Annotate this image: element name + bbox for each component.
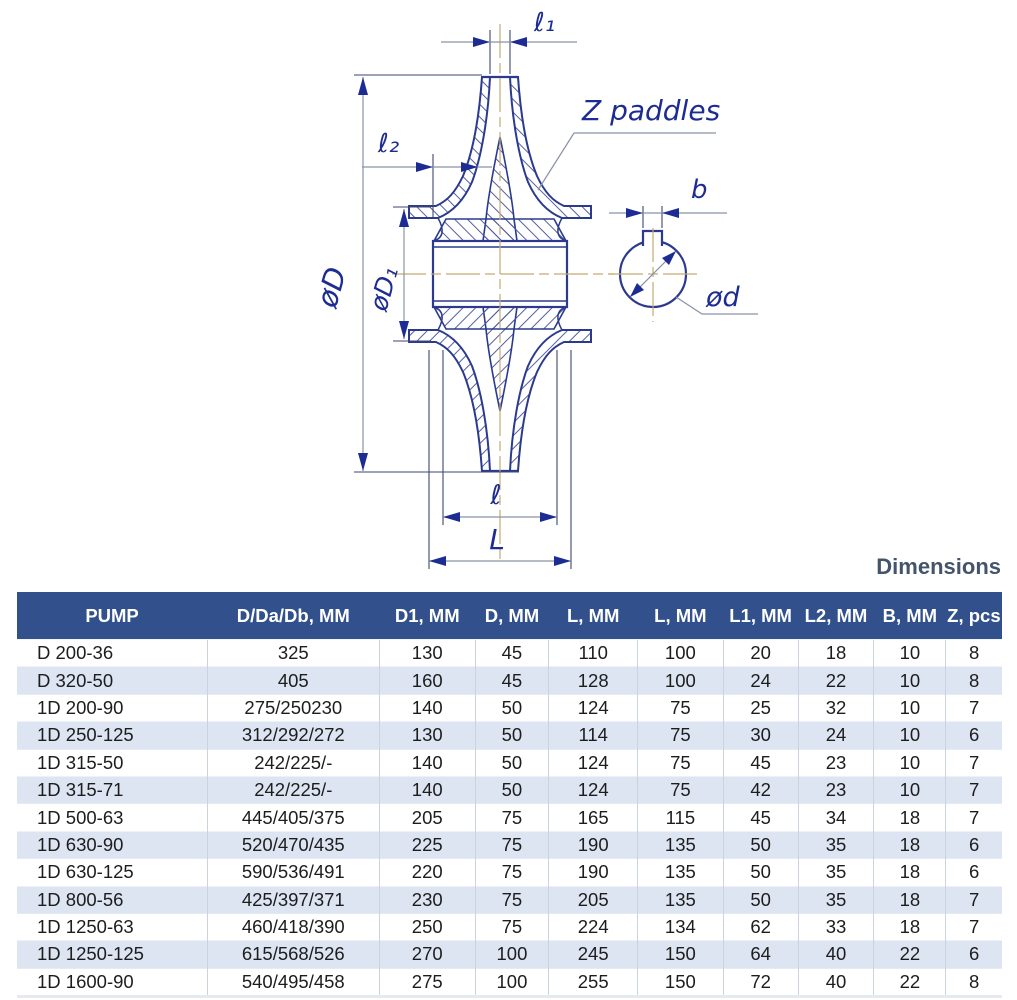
value-cell: 10 <box>874 694 946 721</box>
value-cell: 34 <box>798 804 874 831</box>
value-cell: 6 <box>946 859 1002 886</box>
value-cell: 45 <box>475 667 549 694</box>
value-cell: 35 <box>798 886 874 913</box>
label-phi-d: ød <box>706 282 740 313</box>
value-cell: 35 <box>798 859 874 886</box>
pump-cell: 1D 250-125 <box>17 722 207 749</box>
value-cell: 62 <box>723 913 798 940</box>
dimensions-title: Dimensions <box>876 554 1001 579</box>
label-l1: ℓ₁ <box>534 8 556 38</box>
value-cell: 50 <box>723 886 798 913</box>
value-cell: 50 <box>475 694 549 721</box>
value-cell: 7 <box>946 913 1002 940</box>
value-cell: 18 <box>874 804 946 831</box>
value-cell: 100 <box>475 941 549 968</box>
label-l: ℓ <box>490 480 502 511</box>
value-cell: 100 <box>638 667 724 694</box>
value-cell: 33 <box>798 913 874 940</box>
value-cell: 615/568/526 <box>207 941 379 968</box>
column-header: L, MM <box>549 592 638 640</box>
table-row <box>17 804 1002 831</box>
table-row <box>17 640 1002 667</box>
value-cell: 10 <box>874 749 946 776</box>
value-cell: 10 <box>874 776 946 803</box>
value-cell: 140 <box>379 694 475 721</box>
value-cell: 128 <box>549 667 638 694</box>
dim-l1 <box>441 8 577 74</box>
table-row <box>17 886 1002 913</box>
value-cell: 6 <box>946 722 1002 749</box>
value-cell: 10 <box>874 722 946 749</box>
value-cell: 590/536/491 <box>207 859 379 886</box>
value-cell: 22 <box>874 941 946 968</box>
column-header: D, MM <box>475 592 549 640</box>
value-cell: 50 <box>475 722 549 749</box>
value-cell: 8 <box>946 968 1002 996</box>
label-l2: ℓ₂ <box>378 129 400 159</box>
value-cell: 445/405/375 <box>207 804 379 831</box>
value-cell: 140 <box>379 776 475 803</box>
value-cell: 50 <box>723 831 798 858</box>
value-cell: 10 <box>874 640 946 667</box>
value-cell: 130 <box>379 722 475 749</box>
value-cell: 75 <box>638 776 724 803</box>
label-L: L <box>489 523 505 556</box>
pump-cell: 1D 1600-90 <box>17 968 207 996</box>
value-cell: 135 <box>638 859 724 886</box>
table-row <box>17 913 1002 940</box>
value-cell: 32 <box>798 694 874 721</box>
value-cell: 250 <box>379 913 475 940</box>
table-row <box>17 694 1002 721</box>
value-cell: 22 <box>798 667 874 694</box>
value-cell: 205 <box>379 804 475 831</box>
value-cell: 10 <box>874 667 946 694</box>
value-cell: 40 <box>798 941 874 968</box>
value-cell: 405 <box>207 667 379 694</box>
value-cell: 425/397/371 <box>207 886 379 913</box>
table-row <box>17 667 1002 694</box>
value-cell: 115 <box>638 804 724 831</box>
value-cell: 75 <box>475 831 549 858</box>
value-cell: 40 <box>798 968 874 996</box>
pump-cell: 1D 200-90 <box>17 694 207 721</box>
value-cell: 7 <box>946 694 1002 721</box>
value-cell: 35 <box>798 831 874 858</box>
value-cell: 24 <box>723 667 798 694</box>
table-row <box>17 968 1002 996</box>
value-cell: 165 <box>549 804 638 831</box>
column-header: Z, pcs <box>946 592 1002 640</box>
value-cell: 110 <box>549 640 638 667</box>
column-header: L, MM <box>638 592 724 640</box>
table-row <box>17 776 1002 803</box>
value-cell: 275/250230 <box>207 694 379 721</box>
label-phi-D: øD <box>309 263 354 312</box>
table-body <box>17 640 1002 997</box>
value-cell: 205 <box>549 886 638 913</box>
value-cell: 42 <box>723 776 798 803</box>
value-cell: 45 <box>723 804 798 831</box>
table-row <box>17 859 1002 886</box>
value-cell: 224 <box>549 913 638 940</box>
value-cell: 64 <box>723 941 798 968</box>
pump-cell: 1D 630-125 <box>17 859 207 886</box>
table-header <box>17 592 1002 640</box>
value-cell: 45 <box>475 640 549 667</box>
value-cell: 242/225/- <box>207 776 379 803</box>
pump-cell: 1D 315-50 <box>17 749 207 776</box>
value-cell: 22 <box>874 968 946 996</box>
left-shroud-wall <box>409 77 490 218</box>
value-cell: 245 <box>549 941 638 968</box>
pump-cell: D 200-36 <box>17 640 207 667</box>
value-cell: 255 <box>549 968 638 996</box>
pump-cell: 1D 1250-125 <box>17 941 207 968</box>
value-cell: 230 <box>379 886 475 913</box>
value-cell: 325 <box>207 640 379 667</box>
pump-cell: 1D 315-71 <box>17 776 207 803</box>
column-header: D/Da/Db, MM <box>207 592 379 640</box>
pump-cell: 1D 1250-63 <box>17 913 207 940</box>
pump-cell: 1D 800-56 <box>17 886 207 913</box>
value-cell: 75 <box>475 886 549 913</box>
pump-cell: 1D 500-63 <box>17 804 207 831</box>
value-cell: 30 <box>723 722 798 749</box>
right-shroud-wall <box>510 77 591 218</box>
value-cell: 18 <box>874 913 946 940</box>
value-cell: 25 <box>723 694 798 721</box>
value-cell: 18 <box>874 831 946 858</box>
value-cell: 8 <box>946 667 1002 694</box>
value-cell: 100 <box>475 968 549 996</box>
value-cell: 18 <box>798 640 874 667</box>
table-row <box>17 941 1002 968</box>
value-cell: 124 <box>549 749 638 776</box>
table-row <box>17 722 1002 749</box>
value-cell: 135 <box>638 886 724 913</box>
value-cell: 160 <box>379 667 475 694</box>
value-cell: 7 <box>946 776 1002 803</box>
dim-phi-d <box>630 251 758 314</box>
value-cell: 7 <box>946 804 1002 831</box>
label-phi-D1: øD₁ <box>363 263 404 315</box>
value-cell: 130 <box>379 640 475 667</box>
value-cell: 124 <box>549 776 638 803</box>
value-cell: 150 <box>638 968 724 996</box>
value-cell: 75 <box>475 859 549 886</box>
value-cell: 18 <box>874 886 946 913</box>
value-cell: 23 <box>798 749 874 776</box>
value-cell: 100 <box>638 640 724 667</box>
column-header: D1, MM <box>379 592 475 640</box>
value-cell: 190 <box>549 859 638 886</box>
table-row <box>17 749 1002 776</box>
value-cell: 8 <box>946 640 1002 667</box>
value-cell: 190 <box>549 831 638 858</box>
label-z-paddles: Z paddles <box>582 94 721 127</box>
value-cell: 540/495/458 <box>207 968 379 996</box>
value-cell: 23 <box>798 776 874 803</box>
value-cell: 75 <box>638 722 724 749</box>
value-cell: 220 <box>379 859 475 886</box>
value-cell: 45 <box>723 749 798 776</box>
pump-cell: D 320-50 <box>17 667 207 694</box>
table-row <box>17 831 1002 858</box>
value-cell: 460/418/390 <box>207 913 379 940</box>
value-cell: 24 <box>798 722 874 749</box>
value-cell: 72 <box>723 968 798 996</box>
value-cell: 312/292/272 <box>207 722 379 749</box>
value-cell: 75 <box>475 804 549 831</box>
column-header: L2, MM <box>798 592 874 640</box>
label-b: b <box>691 175 708 205</box>
column-header: L1, MM <box>723 592 798 640</box>
dimensions-table <box>17 592 1002 998</box>
dim-b <box>609 175 727 228</box>
value-cell: 6 <box>946 831 1002 858</box>
value-cell: 7 <box>946 749 1002 776</box>
value-cell: 114 <box>549 722 638 749</box>
value-cell: 150 <box>638 941 724 968</box>
value-cell: 50 <box>723 859 798 886</box>
value-cell: 275 <box>379 968 475 996</box>
value-cell: 50 <box>475 776 549 803</box>
value-cell: 520/470/435 <box>207 831 379 858</box>
value-cell: 6 <box>946 941 1002 968</box>
value-cell: 225 <box>379 831 475 858</box>
value-cell: 7 <box>946 886 1002 913</box>
value-cell: 50 <box>475 749 549 776</box>
column-header: B, MM <box>874 592 946 640</box>
value-cell: 75 <box>638 749 724 776</box>
value-cell: 135 <box>638 831 724 858</box>
value-cell: 124 <box>549 694 638 721</box>
value-cell: 75 <box>475 913 549 940</box>
value-cell: 75 <box>638 694 724 721</box>
value-cell: 20 <box>723 640 798 667</box>
column-header: PUMP <box>17 592 207 640</box>
value-cell: 134 <box>638 913 724 940</box>
value-cell: 18 <box>874 859 946 886</box>
value-cell: 270 <box>379 941 475 968</box>
shaft-bore-detail <box>609 228 700 322</box>
pump-cell: 1D 630-90 <box>17 831 207 858</box>
value-cell: 242/225/- <box>207 749 379 776</box>
value-cell: 140 <box>379 749 475 776</box>
